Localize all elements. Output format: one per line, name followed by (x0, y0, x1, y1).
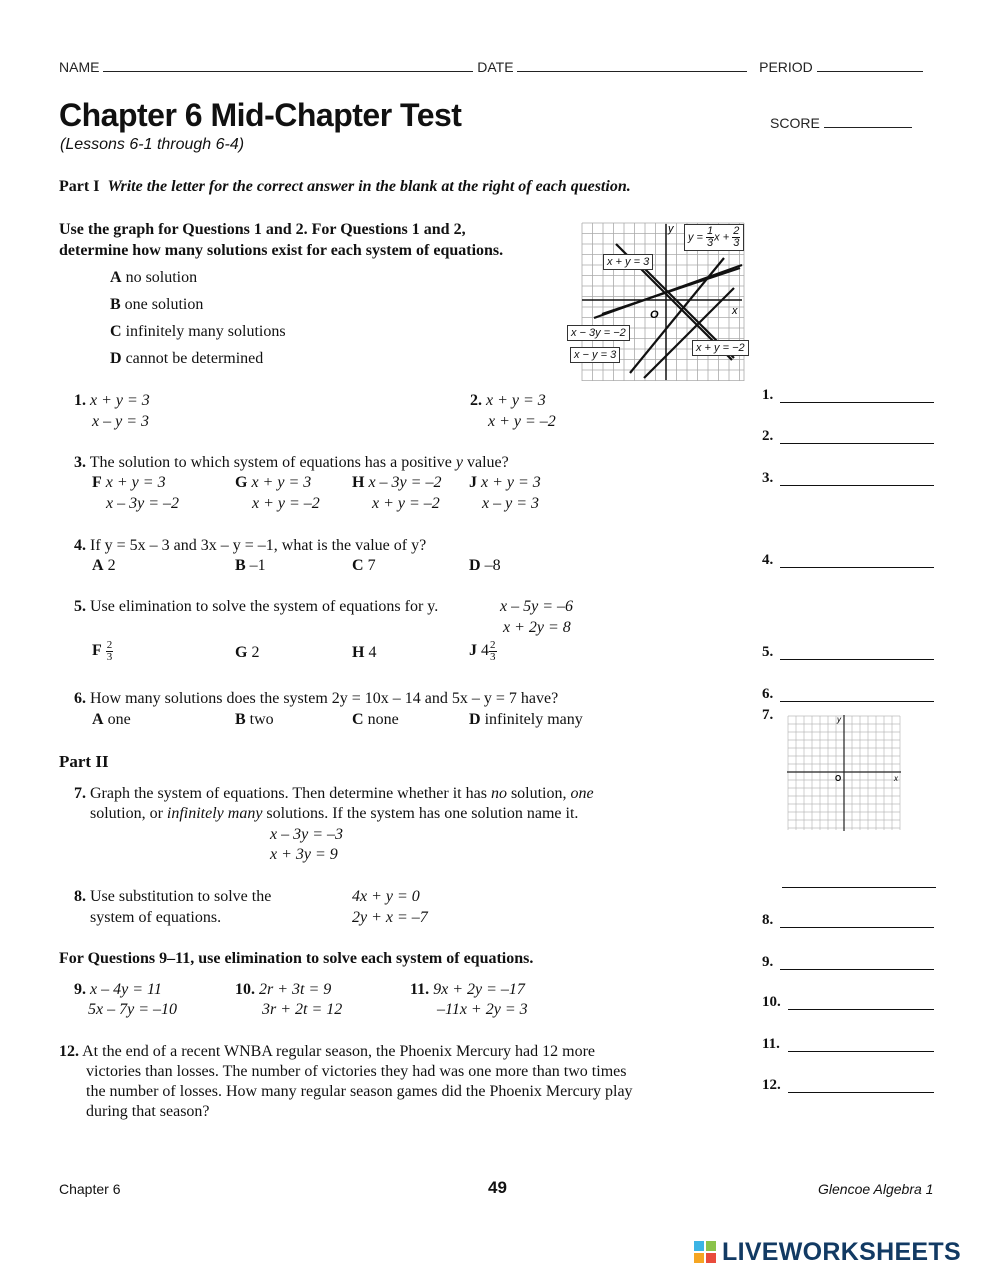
question-8: 8. Use substitution to solve the (74, 888, 272, 905)
date-label: DATE (477, 59, 514, 75)
page-title: Chapter 6 Mid-Chapter Test (59, 97, 462, 133)
score-field (770, 115, 912, 131)
question-11: 11. 9x + 2y = –17 (410, 981, 525, 998)
question-4: 4. If y = 5x – 3 and 3x – y = –1, what is the value of y? (74, 537, 427, 554)
question-8-line2: system of equations. (90, 909, 222, 926)
answer-blank-7[interactable] (782, 887, 936, 888)
footer-page-number: 49 (488, 1178, 507, 1197)
question-5: 5. Use elimination to solve the system of equations for y. (74, 598, 439, 615)
q5-choice-h[interactable]: H 4 (352, 644, 377, 661)
q8-eq1: 4x + y = 0 (352, 888, 420, 905)
footer-chapter: Chapter 6 (59, 1181, 121, 1197)
q8-eq2: 2y + x = –7 (352, 909, 428, 926)
answer-blank-8[interactable] (780, 927, 934, 928)
part1-label: Part I (59, 178, 100, 195)
answer-blank-11[interactable] (788, 1051, 934, 1052)
answer-blank-6[interactable] (780, 701, 934, 702)
q3-choice-j[interactable]: J x + y = 3 (469, 474, 541, 491)
part1-instructions: Write the letter for the correct answer in the blank at the right of each question. (107, 178, 631, 195)
q3-choice-f[interactable]: F x + y = 3 (92, 474, 166, 491)
question-7-line2: solution, or infinitely many solutions. If the system has one solution name it. (90, 805, 579, 822)
graph-label-l1: y = $\frac{1}{3}$ x + $\frac{2}{3}$ (684, 224, 744, 251)
question-2-eq2: x + y = –2 (488, 413, 556, 430)
q7-grid-x: x (894, 774, 898, 783)
graph-label-l3: x − 3y = −2 (567, 325, 630, 341)
q7-answer-grid[interactable] (786, 714, 902, 832)
answer-label-5: 5. (762, 644, 774, 660)
q3-choice-g-eq2: x + y = –2 (252, 495, 320, 512)
option-d: D cannot be determined (110, 350, 264, 367)
answer-label-6: 6. (762, 686, 774, 702)
q6-choice-a[interactable]: A one (92, 711, 131, 728)
answer-label-7: 7. (762, 707, 774, 723)
question-1-eq2: x – y = 3 (92, 413, 149, 430)
answer-blank-1[interactable] (780, 402, 934, 403)
answer-label-10: 10. (762, 994, 781, 1010)
answer-label-3: 3. (762, 470, 774, 486)
answer-blank-12[interactable] (788, 1092, 934, 1093)
answer-label-11: 11. (762, 1036, 780, 1052)
q11-eq2: –11x + 2y = 3 (437, 1001, 528, 1018)
q4-choice-c[interactable]: C 7 (352, 557, 376, 574)
question-10: 10. 2r + 3t = 9 (235, 981, 332, 998)
name-blank[interactable] (103, 71, 473, 72)
graph-origin: O (650, 309, 659, 321)
score-label: SCORE (770, 115, 820, 131)
q5-choice-f[interactable]: F $\frac{2}{3}$ (92, 639, 113, 663)
question-1: 1. x + y = 3 (74, 392, 150, 409)
graph-label-l4: x − y = 3 (570, 347, 620, 363)
period-blank[interactable] (817, 71, 923, 72)
q6-choice-b[interactable]: B two (235, 711, 274, 728)
q4-choice-d[interactable]: D –8 (469, 557, 501, 574)
q10-eq2: 3r + 2t = 12 (262, 1001, 343, 1018)
footer-publisher: Glencoe Algebra 1 (818, 1181, 934, 1197)
q3-choice-h-eq2: x + y = –2 (372, 495, 440, 512)
q4-choice-b[interactable]: B –1 (235, 557, 266, 574)
answer-label-12: 12. (762, 1077, 781, 1093)
q7-eq1: x – 3y = –3 (270, 826, 343, 843)
elimination-intro: For Questions 9–11, use elimination to solve each system of equations. (59, 950, 534, 967)
question-7: 7. Graph the system of equations. Then determine whether it has no solution, one (74, 785, 594, 802)
answer-label-2: 2. (762, 428, 774, 444)
score-blank[interactable] (824, 127, 912, 128)
answer-blank-5[interactable] (780, 659, 934, 660)
q7-grid-origin: O (835, 774, 842, 783)
part2-label: Part II (59, 752, 109, 771)
q4-choice-a[interactable]: A 2 (92, 557, 116, 574)
q3-choice-h[interactable]: H x – 3y = –2 (352, 474, 442, 491)
answer-blank-3[interactable] (780, 485, 934, 486)
name-label: NAME (59, 59, 100, 75)
q3-choice-f-eq2: x – 3y = –2 (106, 495, 179, 512)
q5-choice-g[interactable]: G 2 (235, 644, 260, 661)
q3-choice-j-eq2: x – y = 3 (482, 495, 539, 512)
answer-label-4: 4. (762, 552, 774, 568)
question-3: 3. The solution to which system of equations has a positive y value? (74, 454, 509, 471)
option-c: C infinitely many solutions (110, 323, 286, 340)
answer-blank-2[interactable] (780, 443, 934, 444)
question-12-line2: victories than losses. The number of victories they had was one more than two times (86, 1063, 627, 1080)
answer-blank-10[interactable] (788, 1009, 934, 1010)
option-a: A no solution (110, 269, 198, 286)
graph-x-label: x (732, 305, 738, 317)
q9-eq2: 5x – 7y = –10 (88, 1001, 177, 1018)
liveworksheets-logo-icon (694, 1241, 718, 1263)
q5-eq1: x – 5y = –6 (500, 598, 573, 615)
period-label: PERIOD (759, 59, 813, 75)
page-subtitle: (Lessons 6-1 through 6-4) (60, 136, 245, 153)
answer-label-8: 8. (762, 912, 774, 928)
graph-y-label: y (668, 223, 674, 235)
graph-intro-1: Use the graph for Questions 1 and 2. For Questions 1 and 2, (59, 221, 466, 238)
q6-choice-c[interactable]: C none (352, 711, 399, 728)
q7-eq2: x + 3y = 9 (270, 846, 338, 863)
question-6: 6. How many solutions does the system 2y = 10x – 14 and 5x – y = 7 have? (74, 690, 559, 707)
date-blank[interactable] (517, 71, 747, 72)
q5-choice-j[interactable]: J 4 $\frac{2}{3}$ (469, 639, 496, 663)
answer-blank-4[interactable] (780, 567, 934, 568)
q6-choice-d[interactable]: D infinitely many (469, 711, 583, 728)
q5-eq2: x + 2y = 8 (503, 619, 571, 636)
part1-heading (59, 178, 631, 196)
q7-grid-y: y (837, 715, 841, 724)
question-9: 9. x – 4y = 11 (74, 981, 162, 998)
answer-label-9: 9. (762, 954, 774, 970)
option-b: B one solution (110, 296, 204, 313)
question-2: 2. x + y = 3 (470, 392, 546, 409)
graph-label-l5: x + y = −2 (692, 340, 749, 356)
liveworksheets-brand[interactable]: LIVEWORKSHEETS (722, 1238, 961, 1266)
question-12: 12. At the end of a recent WNBA regular season, the Phoenix Mercury had 12 more (59, 1043, 596, 1060)
answer-blank-9[interactable] (780, 969, 934, 970)
question-12-line3: the number of losses. How many regular season games did the Phoenix Mercury play (86, 1083, 633, 1100)
answer-label-1: 1. (762, 387, 774, 403)
q3-choice-g[interactable]: G x + y = 3 (235, 474, 312, 491)
graph-intro-2: determine how many solutions exist for each system of equations. (59, 242, 504, 259)
question-12-line4: during that season? (86, 1103, 210, 1120)
name-field (59, 59, 923, 75)
graph-label-l2: x + y = 3 (603, 254, 653, 270)
